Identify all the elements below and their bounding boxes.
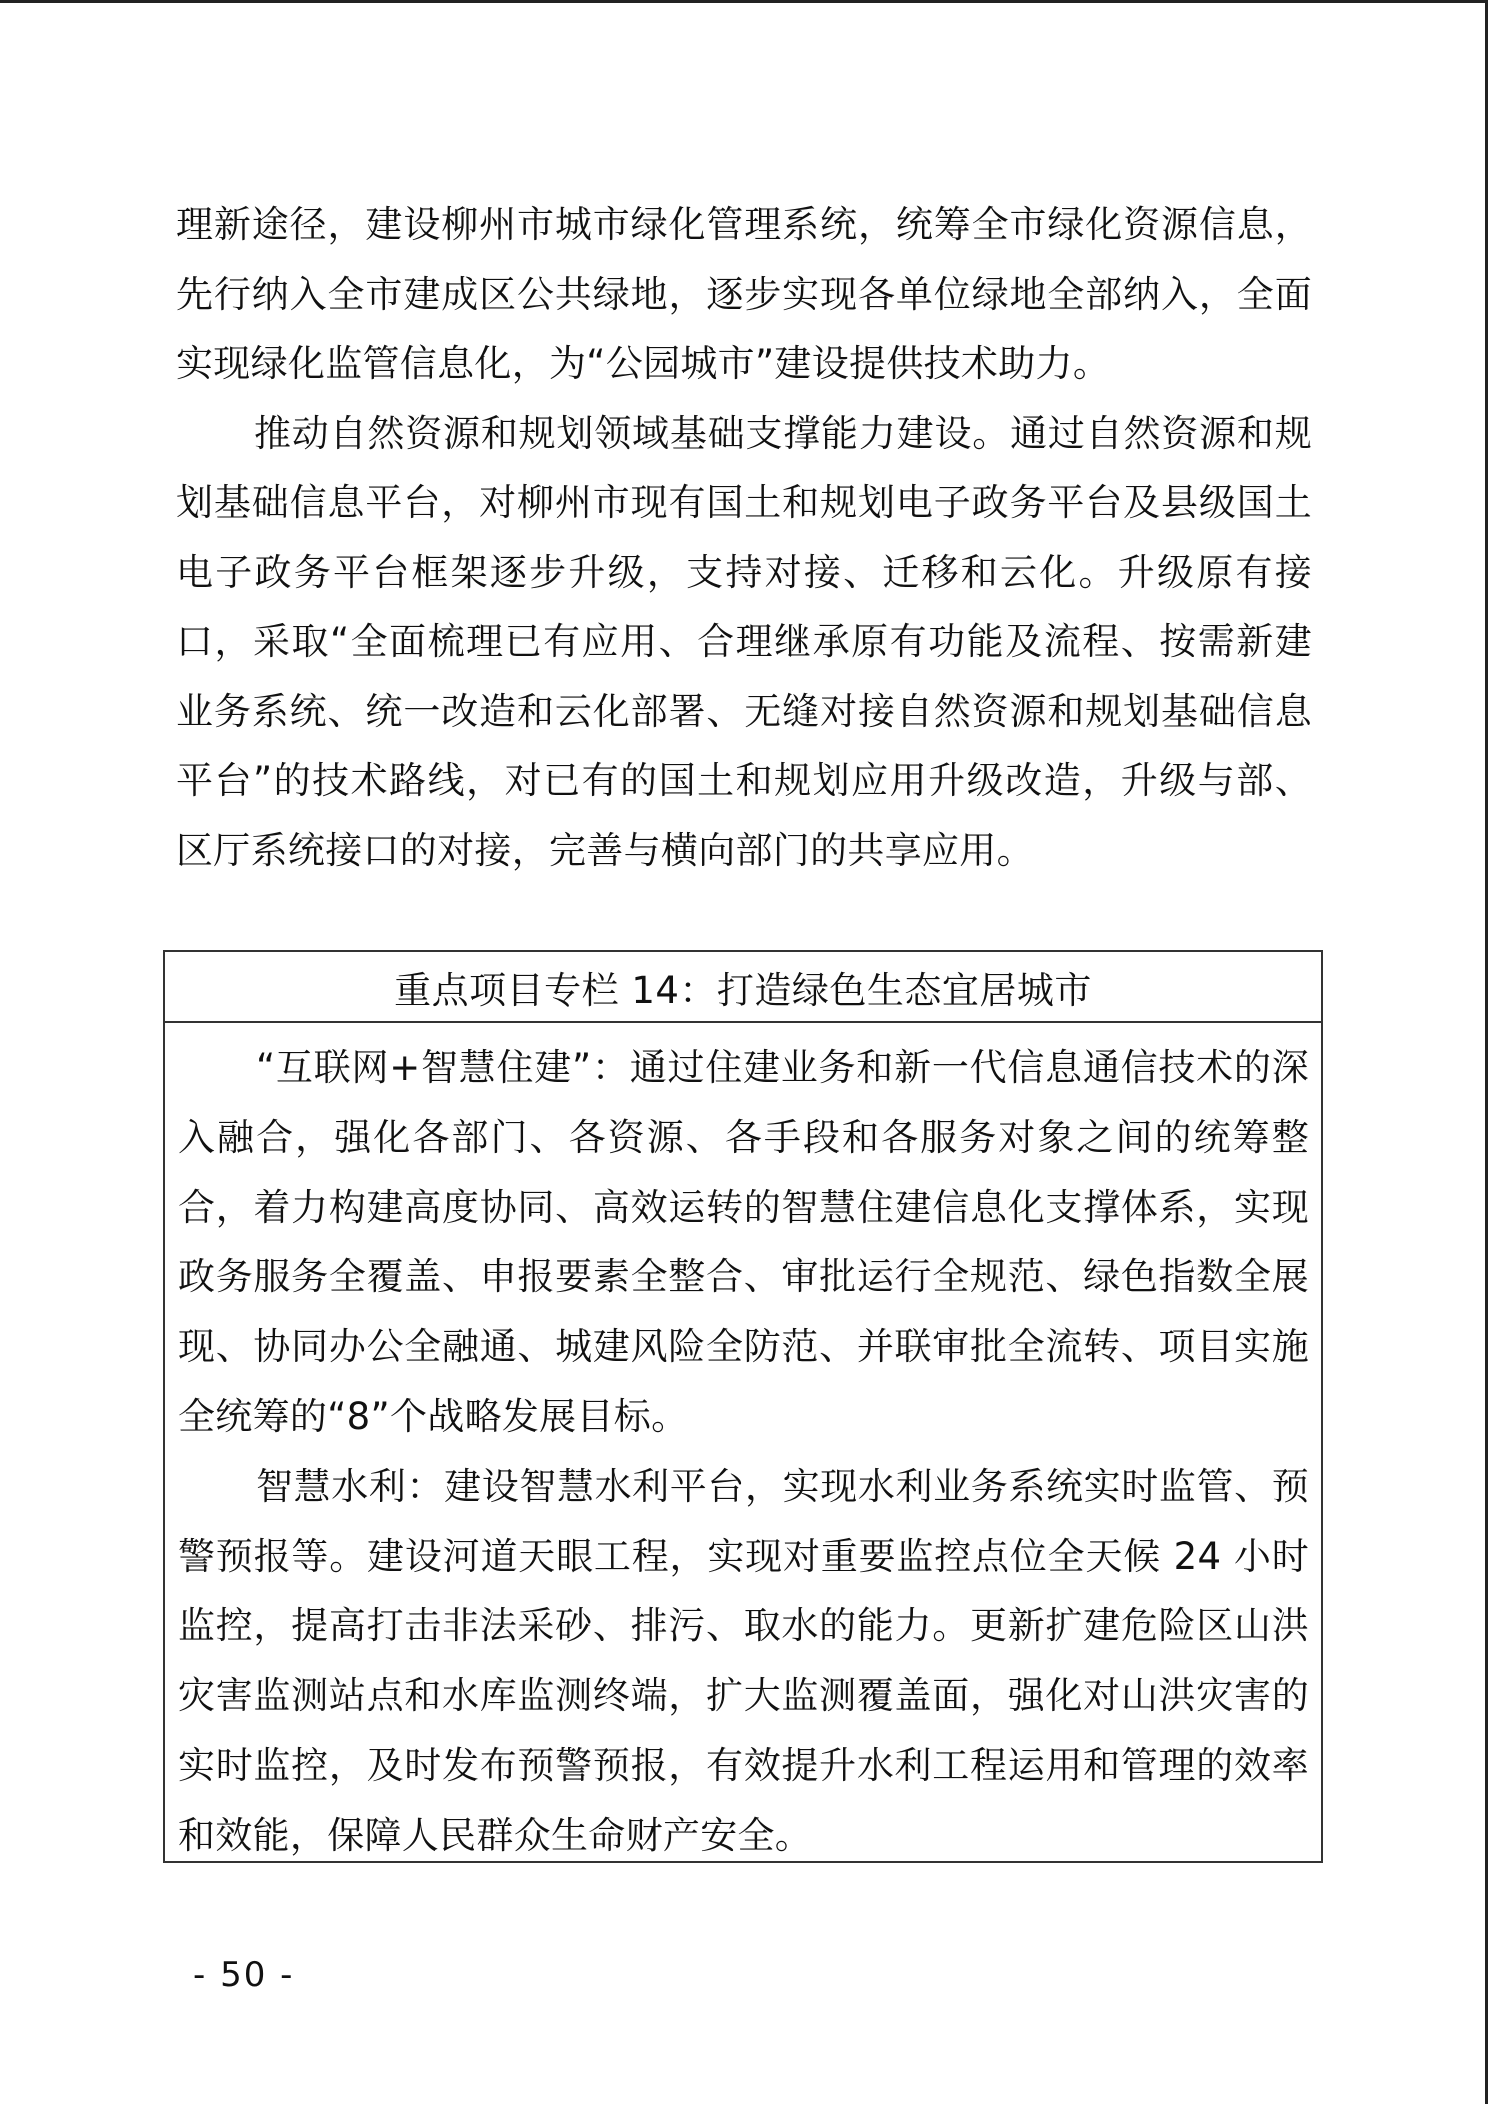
paragraph-continued: 理新途径，建设柳州市城市绿化管理系统，统筹全市绿化资源信息，先行纳入全市建成区公共绿地，逐步实现各单位绿地全部纳入，全面实现绿化监管信息化，为“公园城市”建设提供技术助力。 — [176, 203, 1312, 385]
key-project-box-title: 重点项目专栏 14：打造绿色生态宜居城市 — [165, 952, 1321, 1023]
key-project-box-body — [165, 1023, 1321, 1871]
paragraph-planning-infrastructure: 推动自然资源和规划领域基础支撑能力建设。通过自然资源和规划基础信息平台，对柳州市现有国土和规划电子政务平台及县级国土电子政务平台框架逐步升级，支持对接、迁移和云化。升级原有接口，采取“全面梳理已有应用、合理继承原有功能及流程、按需新建业务系统、统一改造和云化部署、无缝对接自然资源和规划基础信息平台”的技术路线，对已有的国土和规划应用升级改造，升级与部、区厅系统接口的对接，完善与横向部门的共享应用。 — [176, 411, 1312, 872]
key-project-box — [163, 950, 1323, 1863]
project-smart-housing: “互联网+智慧住建”：通过住建业务和新一代信息通信技术的深入融合，强化各部门、各资源、各手段和各服务对象之间的统筹整合，着力构建高度协同、高效运转的智慧住建信息化支撑体系，实现政务服务全覆盖、申报要素全整合、审批运行全规范、绿色指数全展现、协同办公全融通、城建风险全防范、并联审批全流转、项目实施全统筹的“8”个战略发展目标。 — [178, 1046, 1309, 1438]
page-number: - 50 - — [193, 1955, 295, 1995]
top-border-line — [0, 0, 1488, 3]
project-smart-water: 智慧水利：建设智慧水利平台，实现水利业务系统实时监管、预警预报等。建设河道天眼工程，实现对重要监控点位全天候 24 小时监控，提高打击非法采砂、排污、取水的能力。更新扩建危险区山洪灾害监测站点和水库监测终端，扩大监测覆盖面，强化对山洪灾害的实时监控，及时发布预警预报，有效提升水利工程运用和管理的效率和效能，保障人民群众生命财产安全。 — [178, 1464, 1309, 1857]
body-text — [176, 190, 1312, 885]
